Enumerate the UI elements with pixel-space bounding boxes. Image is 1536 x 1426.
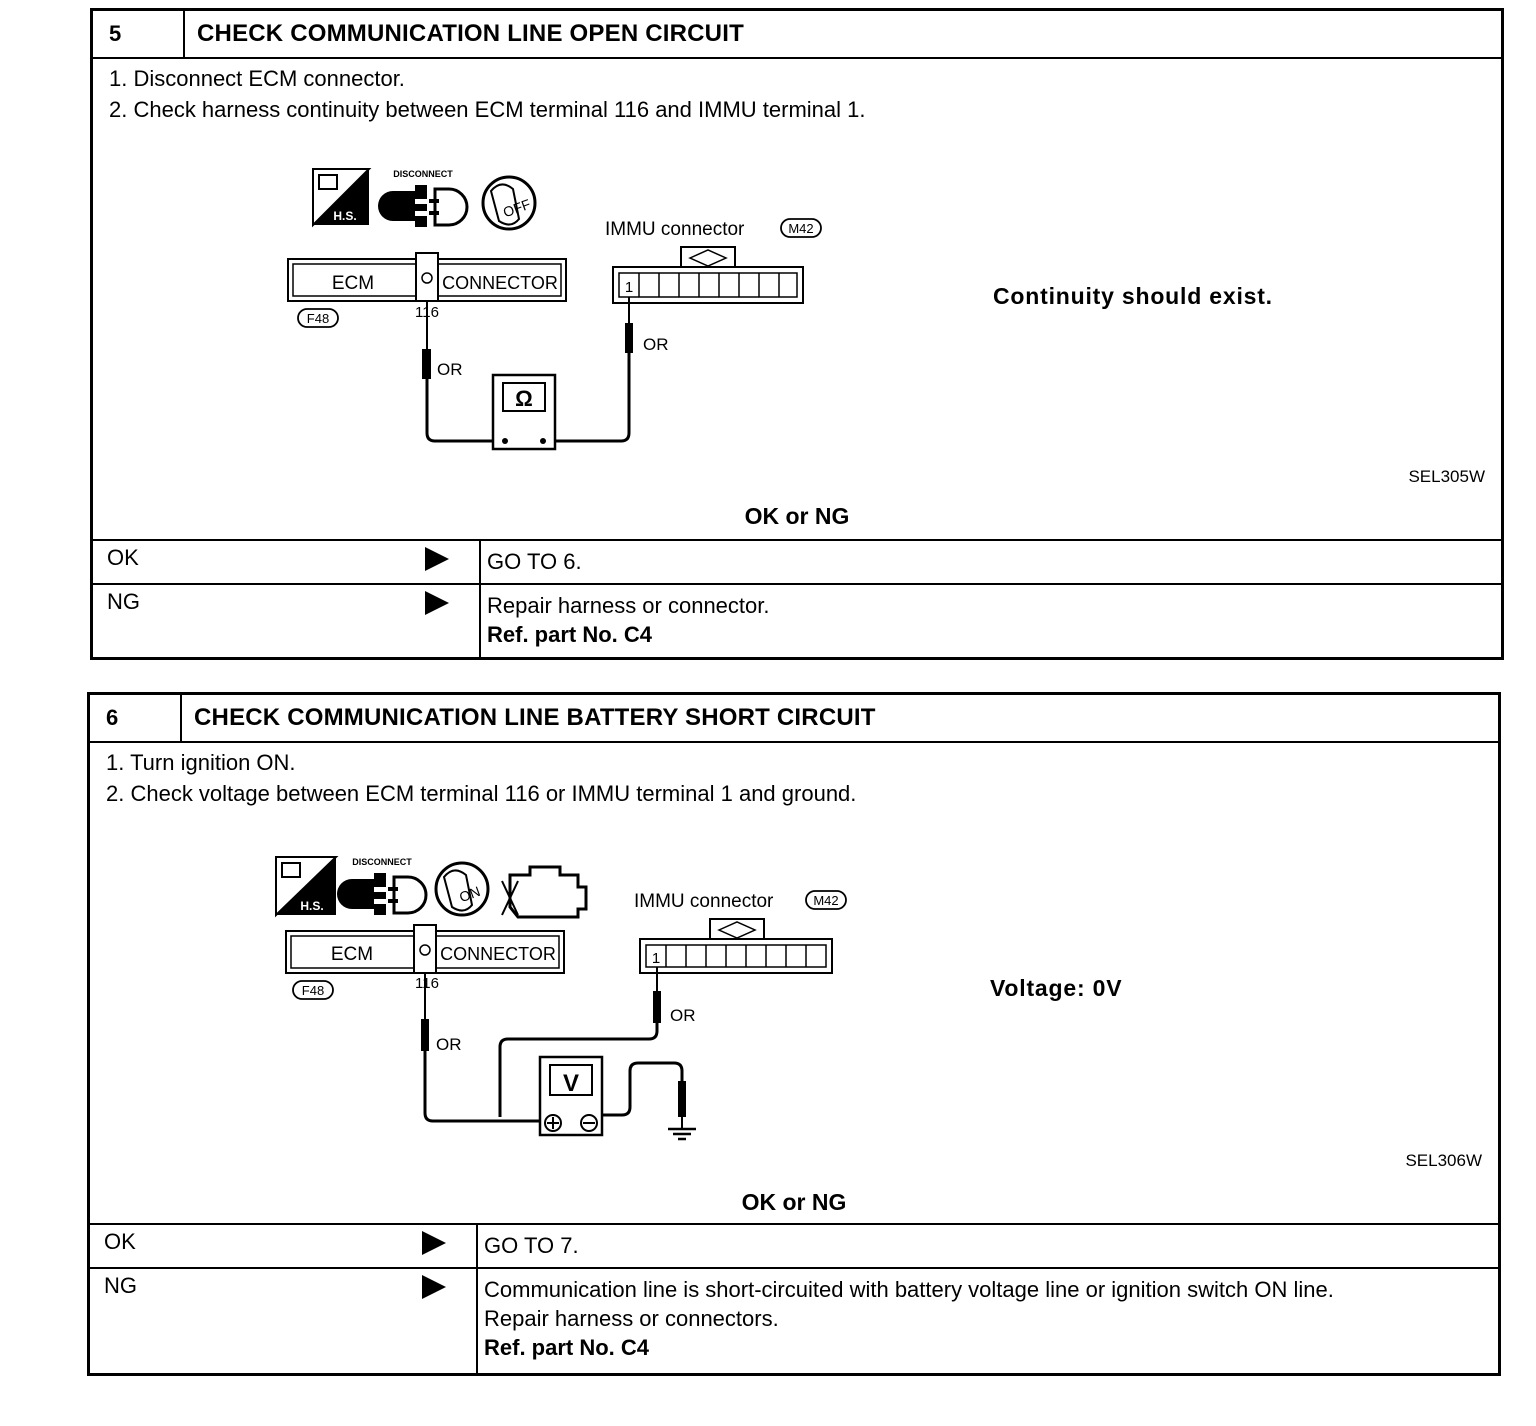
immu-connector-code: M42 [788, 221, 814, 236]
result-action [487, 547, 582, 576]
ecm-label: ECM [331, 273, 375, 294]
instruction-1: 1. Turn ignition ON. [106, 750, 296, 775]
ignition-key-on-icon [436, 863, 488, 915]
action-text: GO TO 7. [484, 1233, 579, 1258]
immu-connector-label: IMMU connector [634, 891, 774, 912]
meter-symbol: Ω [515, 386, 533, 411]
immu-connector-code: M42 [813, 893, 839, 908]
instruction-1: 1. Disconnect ECM connector. [109, 66, 405, 91]
immu-connector-outline [613, 247, 803, 303]
harness-hs-icon [313, 169, 369, 225]
result-action [487, 591, 770, 649]
wire-ecm-to-meter [427, 379, 503, 441]
engine-icon [502, 867, 586, 917]
key-state-text: ON [457, 882, 483, 906]
result-condition [93, 585, 481, 657]
ok-or-ng-heading: OK or NG [744, 503, 850, 529]
condition-label: OK [104, 1229, 136, 1254]
immu-wire-color: OR [643, 335, 669, 354]
connector-label: CONNECTOR [442, 273, 558, 293]
instruction-2: 2. Check harness continuity between ECM terminal 116 and IMMU terminal 1. [109, 97, 866, 122]
step-title: CHECK COMMUNICATION LINE BATTERY SHORT CIRCUIT [194, 704, 876, 731]
step-number: 5 [93, 11, 185, 57]
ecm-connector-code: F48 [301, 983, 325, 998]
immu-probe [625, 297, 633, 353]
immu-connector-label: IMMU connector [605, 219, 745, 240]
hs-text: H.S. [300, 899, 324, 913]
disconnect-icon [337, 857, 426, 915]
reference-part-number: Ref. part No. C4 [487, 622, 653, 647]
immu-wire-color: OR [670, 1006, 696, 1025]
result-row-ng [93, 583, 1501, 657]
connector-label: CONNECTOR [440, 944, 556, 964]
right-arrow-icon [422, 1275, 446, 1299]
immu-terminal-number: 1 [651, 950, 661, 967]
immu-probe [653, 967, 661, 1023]
action-text: GO TO 6. [487, 549, 582, 574]
action-text: Repair harness or connectors. [484, 1306, 779, 1331]
step-instructions [109, 63, 866, 125]
step-header [90, 695, 1498, 743]
step-6-box [87, 692, 1501, 1376]
right-arrow-icon [425, 547, 449, 571]
step-number: 6 [90, 695, 182, 741]
step-instructions [106, 747, 856, 809]
ecm-label: ECM [330, 944, 374, 965]
action-text: Communication line is short-circuited with battery voltage line or ignition switch ON line. [484, 1277, 1334, 1302]
immu-connector-outline [640, 919, 832, 973]
wire-immu-to-meter [547, 353, 629, 441]
ignition-key-off-icon [483, 177, 535, 229]
wire-ecm-to-meter [425, 1051, 550, 1121]
result-action [484, 1231, 579, 1260]
condition-label: NG [107, 589, 140, 614]
action-text: Repair harness or connector. [487, 593, 770, 618]
reference-part-number: Ref. part No. C4 [484, 1335, 650, 1360]
immu-terminal-number: 1 [624, 279, 634, 296]
disconnect-text: DISCONNECT [352, 857, 412, 867]
right-arrow-icon [425, 591, 449, 615]
figure-code: SEL305W [1408, 467, 1485, 486]
judgement-criterion: Continuity should exist. [993, 283, 1273, 309]
result-row-ng [90, 1267, 1498, 1373]
ecm-terminal-number: 116 [415, 975, 439, 992]
continuity-check-diagram [93, 161, 1501, 461]
ok-or-ng-heading: OK or NG [741, 1189, 847, 1215]
condition-label: OK [107, 545, 139, 570]
instruction-2: 2. Check voltage between ECM terminal 116 or IMMU terminal 1 and ground. [106, 781, 857, 806]
voltage-check-diagram [90, 845, 1498, 1145]
judgement-criterion: Voltage: 0V [990, 975, 1123, 1001]
meter-symbol: V [562, 1070, 580, 1097]
key-state-text: OFF [500, 195, 533, 221]
right-arrow-icon [422, 1231, 446, 1255]
ecm-wire-color: OR [437, 360, 463, 379]
disconnect-text: DISCONNECT [393, 169, 453, 179]
step-header [93, 11, 1501, 59]
disconnect-icon [378, 169, 467, 227]
result-row-ok [93, 539, 1501, 585]
wire-meter-to-ground [590, 1063, 682, 1115]
ecm-wire-color: OR [436, 1035, 462, 1054]
result-condition [90, 1225, 478, 1269]
ecm-terminal-number: 116 [415, 304, 439, 321]
condition-label: NG [104, 1273, 137, 1298]
result-condition [90, 1269, 478, 1373]
step-5-box [90, 8, 1504, 660]
ecm-connector-code: F48 [306, 311, 330, 326]
step-title: CHECK COMMUNICATION LINE OPEN CIRCUIT [197, 20, 744, 47]
result-row-ok [90, 1223, 1498, 1269]
result-condition [93, 541, 481, 585]
hs-text: H.S. [333, 209, 357, 223]
harness-hs-icon [276, 857, 336, 915]
figure-code: SEL306W [1405, 1151, 1482, 1170]
ground-icon [668, 1081, 696, 1139]
result-action [484, 1275, 1334, 1362]
